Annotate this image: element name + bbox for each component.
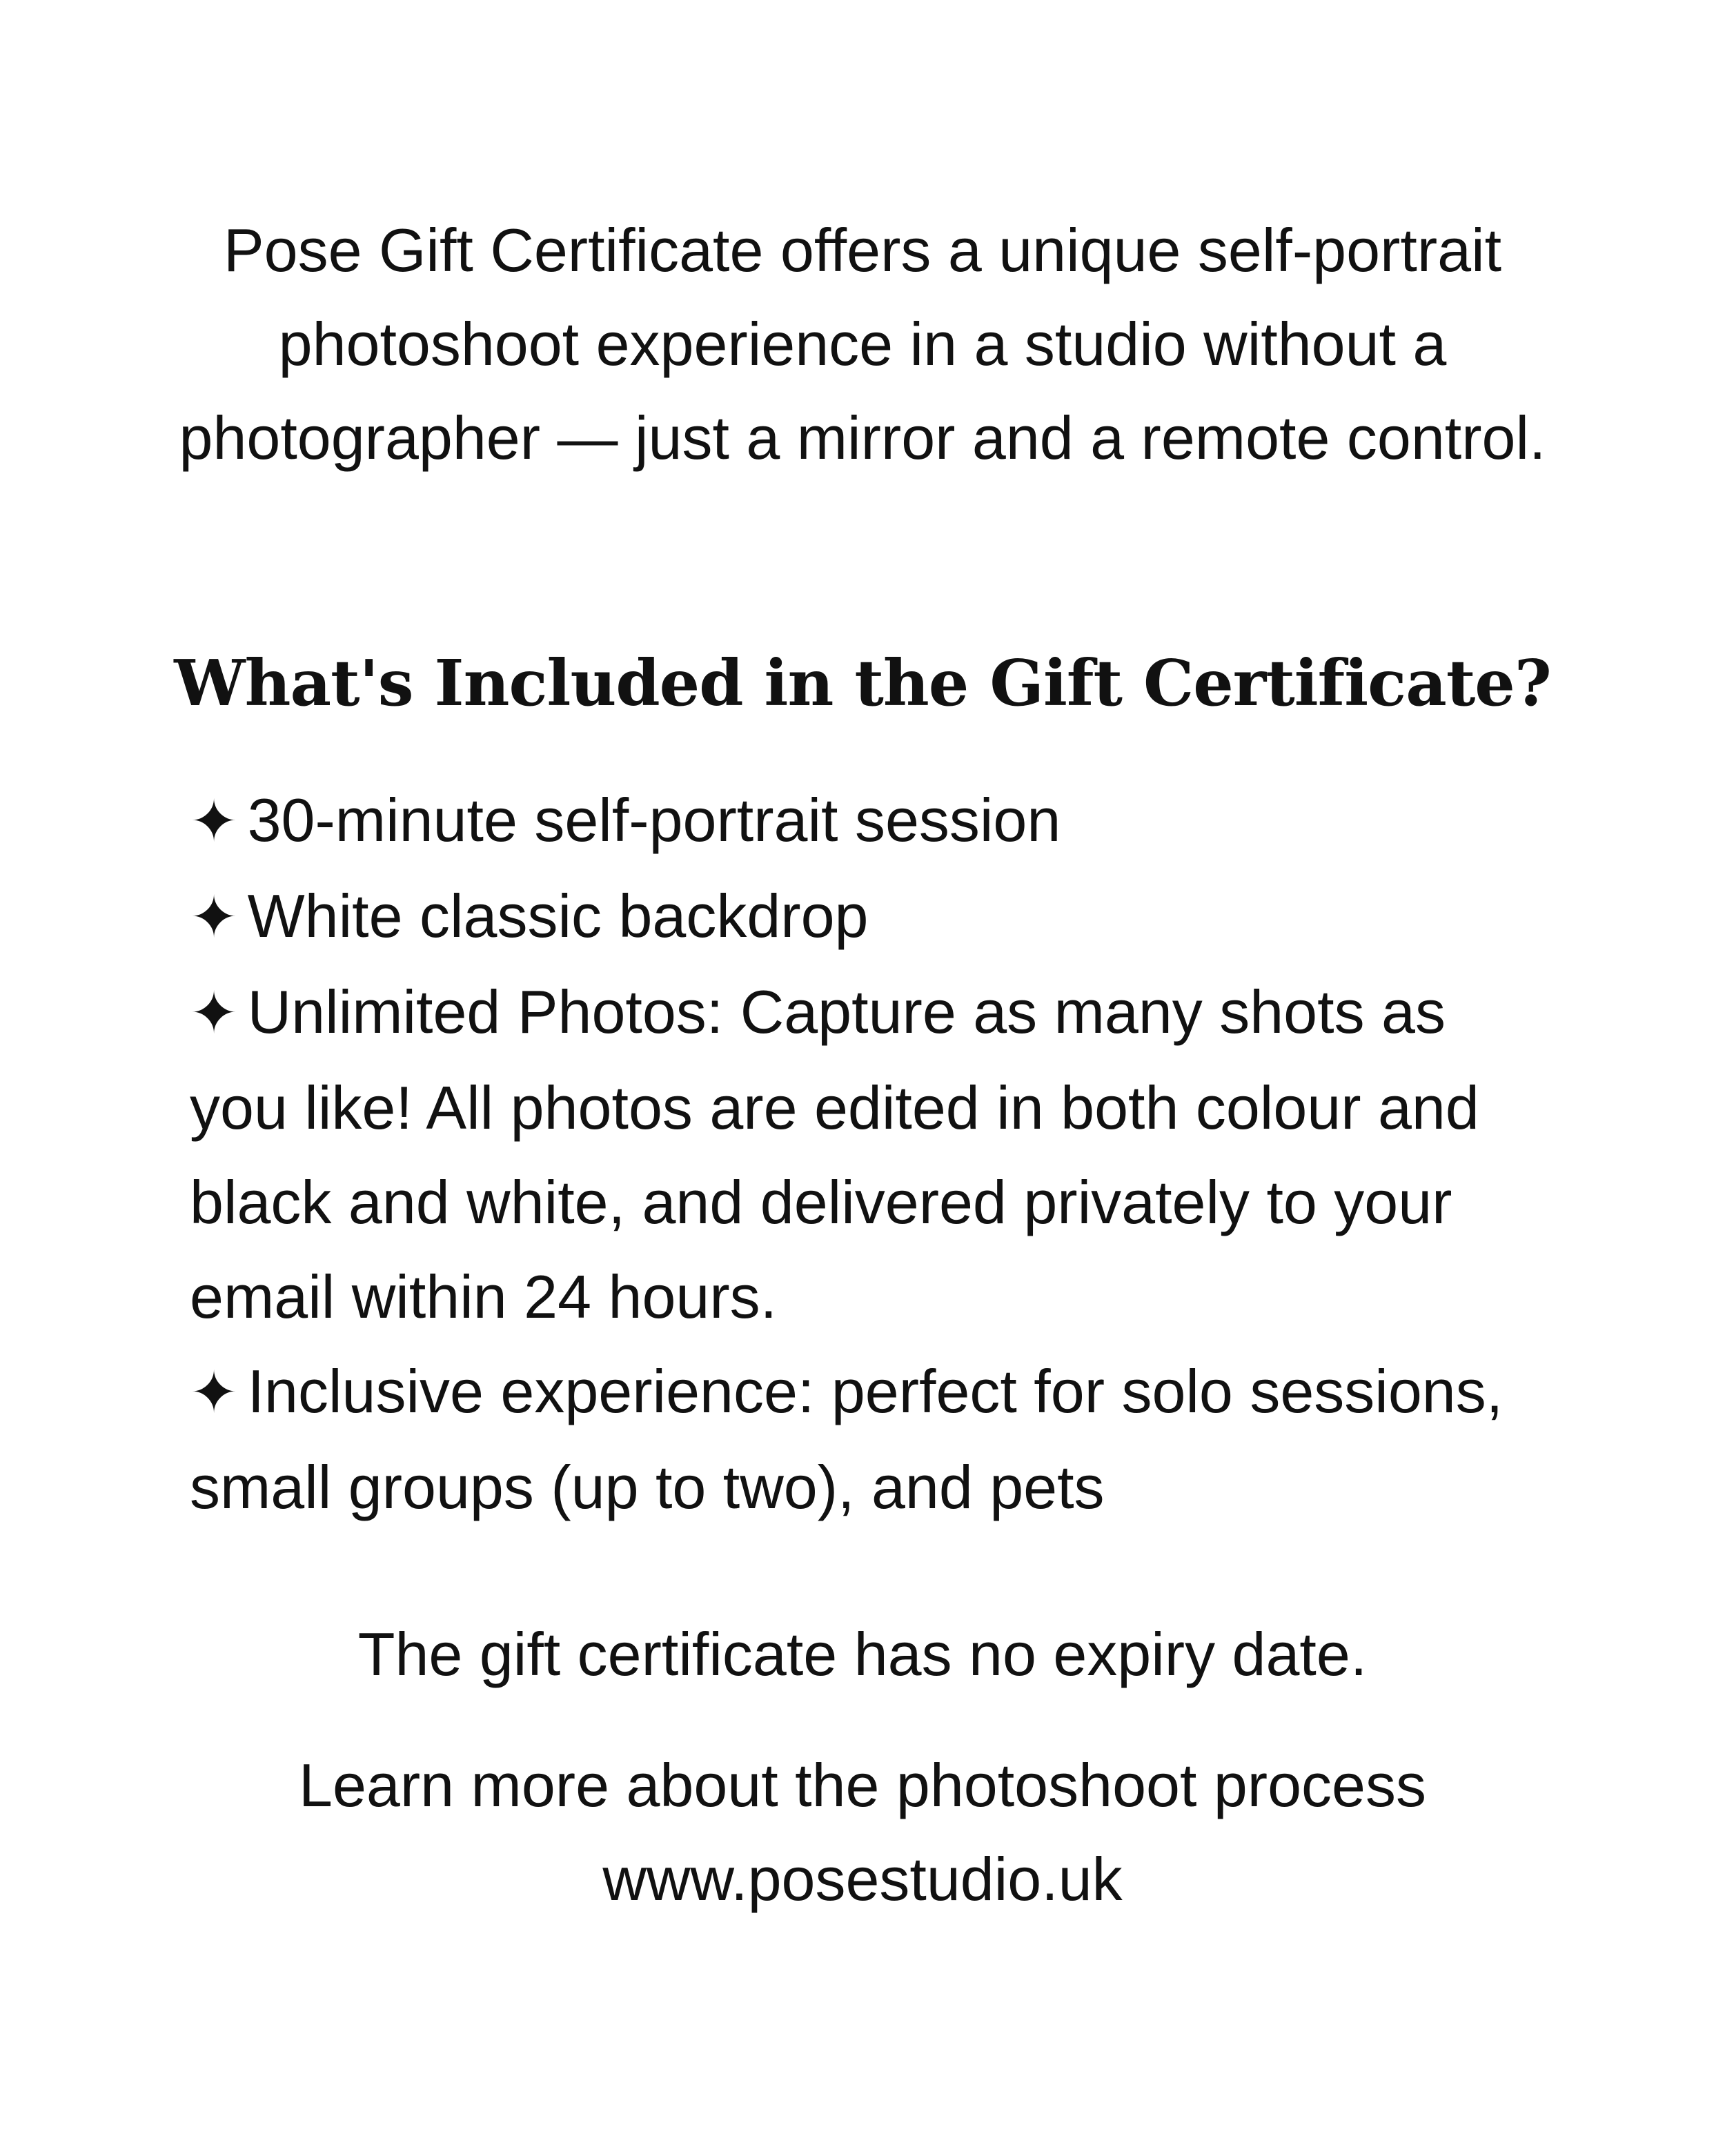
learn-more-block (103, 1739, 1621, 1926)
intro-paragraph: Pose Gift Certificate offers a unique self-portrait photoshoot experience in a studio without a photographer — just a mirror and a remote control. (179, 216, 1546, 472)
list-item-text: Inclusive experience: perfect for solo sessions, small groups (up to two), and pets (190, 1357, 1504, 1521)
learn-more-text: Learn more about the photoshoot process (299, 1751, 1426, 1819)
sparkle-icon: ✦ (190, 979, 239, 1047)
expiry-note: The gift certificate has no expiry date. (357, 1620, 1368, 1688)
sparkle-icon: ✦ (190, 1358, 239, 1426)
included-heading: What's Included in the Gift Certificate? (174, 646, 1551, 720)
list-item-text: Unlimited Photos: Capture as many shots as you like! All photos are edited in both colour and black and white, and delivered privately to your email within 24 hours. (190, 978, 1479, 1331)
list-item (190, 773, 1556, 869)
sparkle-icon: ✦ (190, 787, 239, 855)
list-item (190, 965, 1556, 1344)
sparkle-icon: ✦ (190, 883, 239, 951)
list-item (190, 869, 1556, 965)
website-link[interactable]: www.posestudio.uk (602, 1845, 1123, 1913)
included-list (190, 773, 1556, 1534)
list-item-text: 30-minute self-portrait session (247, 786, 1061, 854)
list-item-text: White classic backdrop (247, 882, 869, 950)
list-item (190, 1344, 1556, 1534)
